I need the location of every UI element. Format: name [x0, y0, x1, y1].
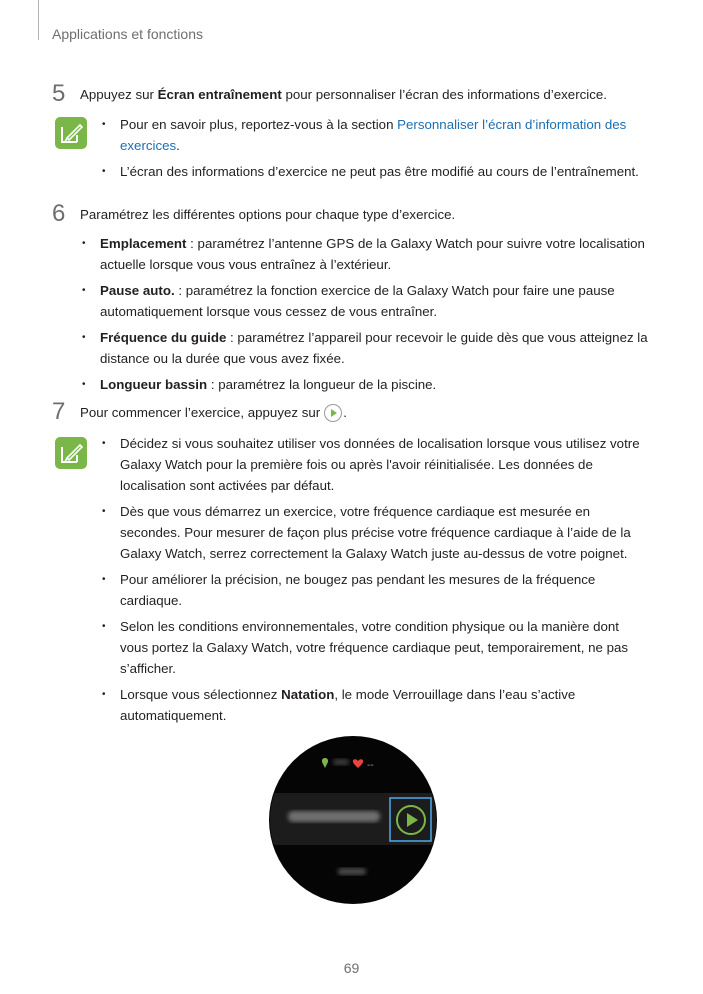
step-6 [52, 200, 652, 227]
note-icon [54, 116, 88, 150]
option-item [100, 374, 650, 395]
option-term: Pause auto. [100, 283, 175, 298]
note-list [120, 114, 650, 187]
text: . [176, 138, 180, 153]
text: Lorsque vous sélectionnez [120, 687, 282, 702]
option-item [100, 233, 650, 275]
text: Pour commencer l’exercice, appuyez sur [80, 405, 321, 420]
note-item: • Dès que vous démarrez un exercice, votre fréquence cardiaque est mesurée en secondes. Pour mesurer de façon plus précise votre fréquence cardiaque à l’aide de la Galaxy Watch, serrez correctement la Galaxy Watch juste au-dessus de votre poignet. [120, 501, 650, 564]
option-desc: : paramétrez la longueur de la piscine. [207, 377, 437, 392]
step-number: 7 [52, 398, 66, 425]
blurred-status [333, 759, 349, 765]
text: pour personnaliser l’écran des informations d’exercice. [281, 87, 607, 102]
option-desc: : paramétrez la fonction exercice de la Galaxy Watch pour faire une pause automatiquement lorsque vous cessez de vous entraîner. [100, 283, 615, 319]
text: , le mode Verrouillage dans l’eau s’active automatiquement. [120, 687, 576, 723]
step-text: Paramétrez les différentes options pour chaque type d’exercice. [80, 207, 456, 222]
step-number: 6 [52, 200, 66, 227]
bold-term: Écran entraînement [157, 87, 282, 102]
text: Pour en savoir plus, reportez-vous à la section [120, 117, 398, 132]
option-term: Longueur bassin [100, 377, 208, 392]
step-7 [52, 398, 652, 425]
header-rule [38, 0, 39, 40]
note-item: • Décidez si vous souhaitez utiliser vos données de localisation lorsque vous utilisez votre Galaxy Watch pour la première fois ou après l'avoir réinitialisée. Les données de localisation sont activées par défaut. [120, 433, 650, 496]
note-item: • L’écran des informations d’exercice ne peut pas être modifié au cours de l’entraînement. [120, 161, 650, 182]
option-desc: : paramétrez l’antenne GPS de la Galaxy Watch pour suivre votre localisation actuelle lorsque vous vous entraînez à l’extérieur. [100, 236, 645, 272]
blurred-exercise-label [288, 811, 380, 822]
step-number: 5 [52, 80, 66, 107]
watch-screen-illustration [268, 735, 438, 905]
step-text [80, 402, 652, 423]
note-item [120, 114, 650, 156]
option-desc: : paramétrez l’appareil pour recevoir le guide dès que vous atteignez la distance ou la durée que vous avez fixée. [100, 330, 648, 366]
step-5 [52, 80, 652, 107]
heart-rate-value: -- [367, 760, 374, 771]
bold-term: Natation [281, 687, 335, 702]
option-term: Fréquence du guide [100, 330, 227, 345]
section-link[interactable]: Personnaliser l’écran d’information des exercices [120, 117, 627, 153]
text: Appuyez sur [80, 87, 158, 102]
text: . [343, 405, 347, 420]
page-number: 69 [343, 960, 360, 976]
option-item [100, 327, 650, 369]
blurred-bottom-label [338, 868, 366, 875]
note-item: • Selon les conditions environnementales, votre condition physique ou la manière dont vous portez la Galaxy Watch, votre fréquence cardiaque peut, temporairement, ne pas s’afficher. [120, 616, 650, 679]
note-icon [54, 436, 88, 470]
note-item [120, 684, 650, 726]
option-item [100, 280, 650, 322]
note-list [120, 433, 650, 731]
step-text [80, 84, 652, 105]
play-icon [323, 403, 343, 423]
note-item: • Pour améliorer la précision, ne bougez pas pendant les mesures de la fréquence cardiaque. [120, 569, 650, 611]
option-term: Emplacement [100, 236, 187, 251]
option-list [100, 233, 650, 400]
header-title: Applications et fonctions [52, 26, 203, 42]
